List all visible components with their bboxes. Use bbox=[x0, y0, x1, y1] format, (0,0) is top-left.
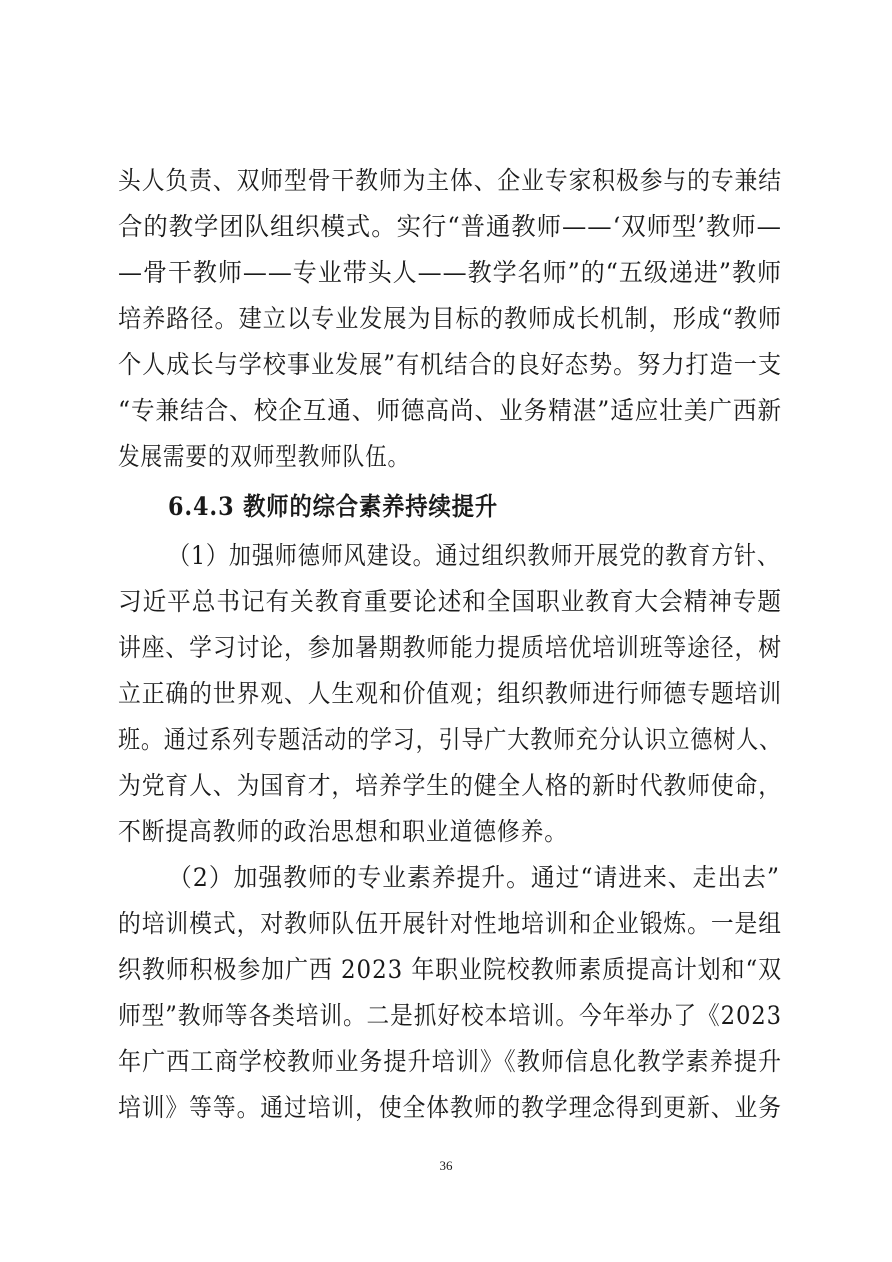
paragraph-text: 合的教学团队组织模式。实行“普通教师——‘双师型’教师— bbox=[118, 212, 782, 241]
paragraph-text: 师型”教师等各类培训。二是抓好校本培训。今年举办了《2023 bbox=[118, 1001, 782, 1030]
paragraph-text: —骨干教师——专业带头人——教学名师”的“五级递进”教师 bbox=[118, 258, 782, 287]
page-number: 36 bbox=[439, 1158, 453, 1173]
paragraph-text: 立正确的世界观、人生观和价值观；组织教师进行师德专题培训 bbox=[118, 679, 782, 708]
section-heading: 6.4.3 教师的综合素养持续提升 bbox=[168, 492, 498, 521]
paragraph-text: 头人负责、双师型骨干教师为主体、企业专家积极参与的专兼结 bbox=[118, 166, 782, 195]
paragraph-text: 讲座、学习讨论，参加暑期教师能力提质培优培训班等途径，树 bbox=[118, 633, 782, 662]
paragraph-text: 的培训模式，对教师队伍开展针对性地培训和企业锻炼。一是组 bbox=[118, 909, 782, 938]
paragraph-text: （2）加强教师的专业素养提升。通过“请进来、走出去” bbox=[168, 863, 780, 892]
paragraph-text: 为党育人、为国育才，培养学生的健全人格的新时代教师使命， bbox=[118, 771, 782, 800]
paragraph-text: 不断提高教师的政治思想和职业道德修养。 bbox=[118, 817, 568, 846]
paragraph-text: 发展需要的双师型教师队伍。 bbox=[118, 442, 410, 471]
paragraph-text: 培养路径。建立以专业发展为目标的教师成长机制，形成“教师 bbox=[118, 304, 782, 333]
paragraph-text: 班。通过系列专题活动的学习，引导广大教师充分认识立德树人、 bbox=[118, 725, 782, 754]
paragraph-text: （1）加强师德师风建设。通过组织教师开展党的教育方针、 bbox=[168, 541, 780, 570]
paragraph-text: 培训》等等。通过培训，使全体教师的教学理念得到更新、业务 bbox=[118, 1093, 782, 1122]
paragraph-text: 年广西工商学校教师业务提升培训》《教师信息化教学素养提升 bbox=[118, 1047, 782, 1076]
paragraph-text: 个人成长与学校事业发展”有机结合的良好态势。努力打造一支 bbox=[118, 350, 782, 379]
paragraph-text: 织教师积极参加广西 2023 年职业院校教师素质提高计划和“双 bbox=[118, 955, 782, 984]
paragraph-text: 习近平总书记有关教育重要论述和全国职业教育大会精神专题 bbox=[118, 587, 782, 616]
paragraph-text: “专兼结合、校企互通、师德高尚、业务精湛”适应壮美广西新 bbox=[118, 396, 782, 425]
